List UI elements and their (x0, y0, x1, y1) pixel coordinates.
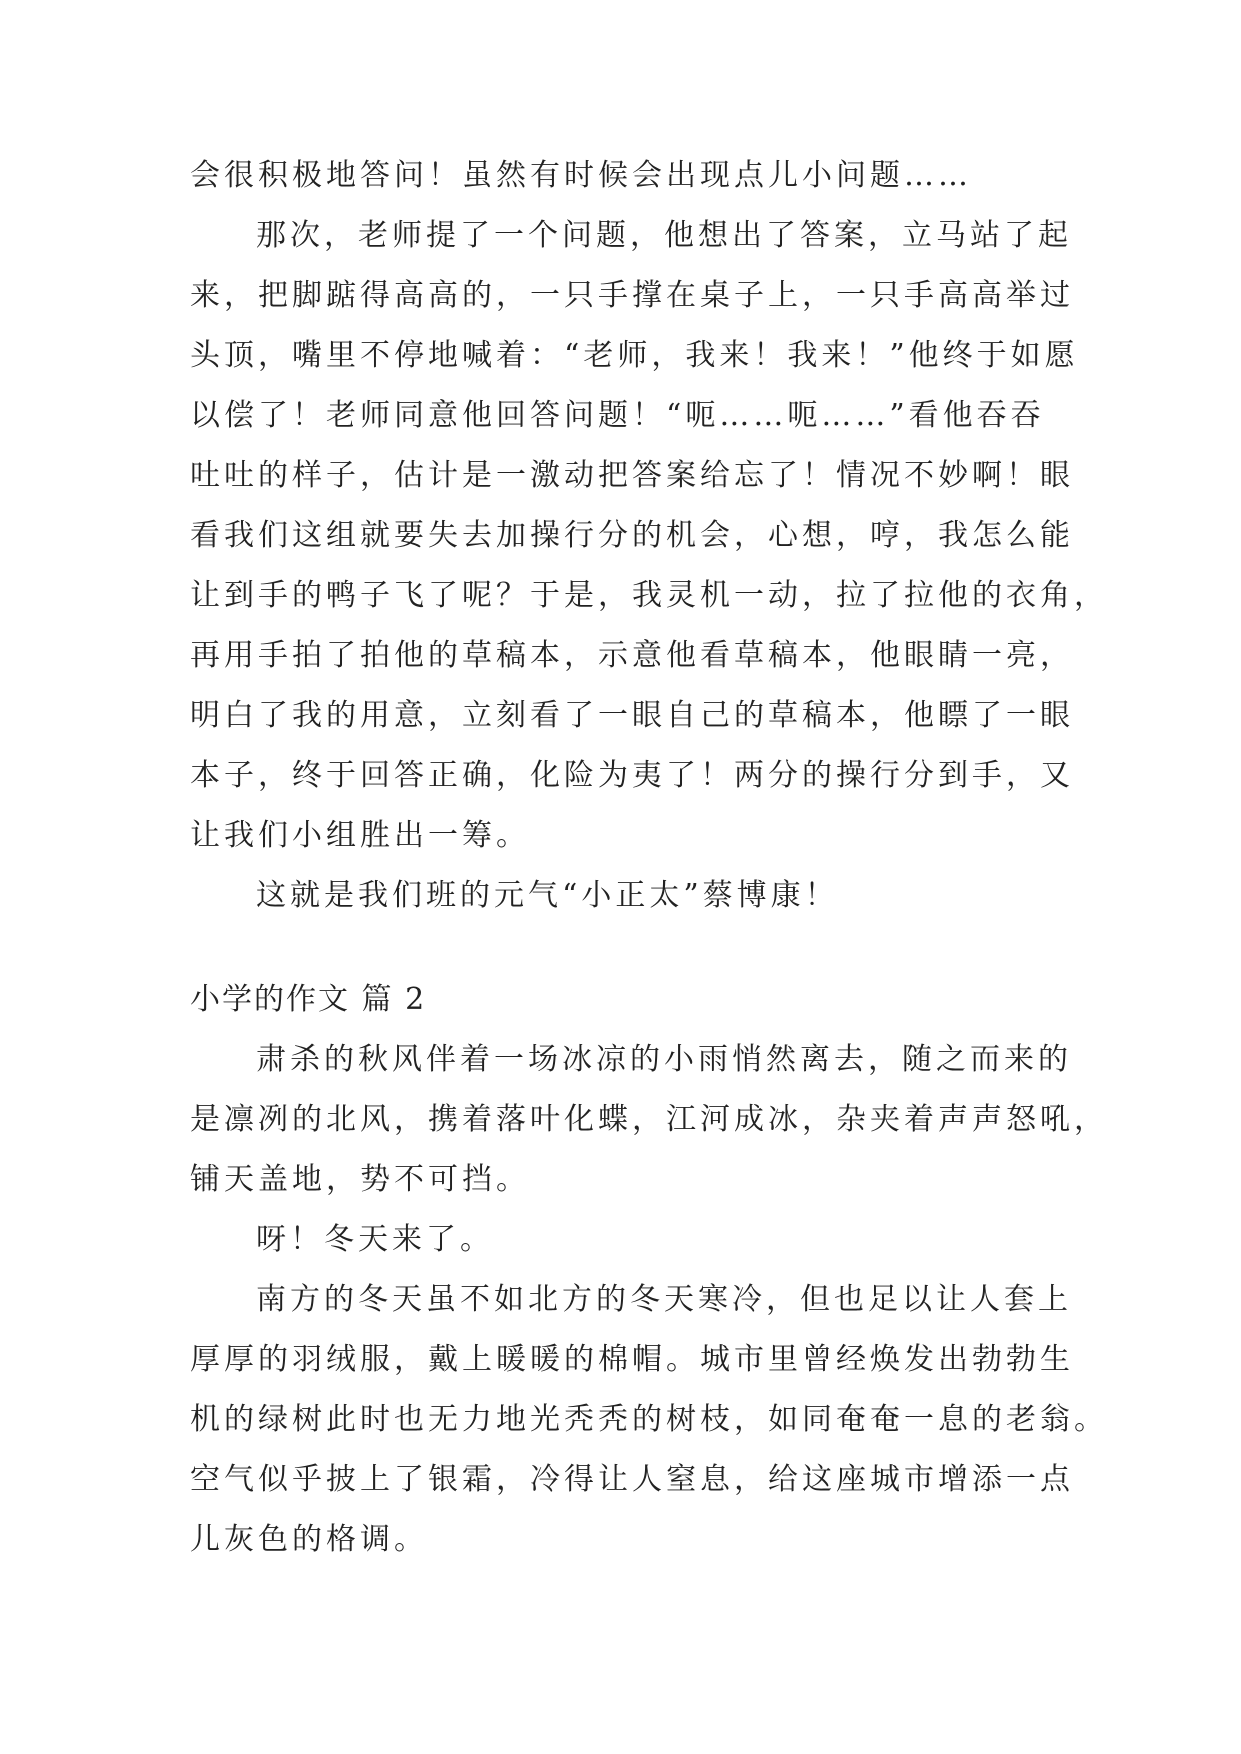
paragraph-line: 会很积极地答问！虽然有时候会出现点儿小问题…… (190, 158, 972, 193)
paragraph-line: 以偿了！老师同意他回答问题！“呃……呃……”看他吞吞 (190, 398, 1045, 433)
paragraph-line: 这就是我们班的元气“小正太”蔡博康！ (256, 878, 839, 913)
paragraph-line: 看我们这组就要失去加操行分的机会，心想，哼，我怎么能 (190, 518, 1074, 553)
paragraph-line: 机的绿树此时也无力地光秃秃的树枝，如同奄奄一息的老翁。 (190, 1402, 1108, 1437)
paragraph-line: 那次，老师提了一个问题，他想出了答案，立马站了起 (256, 218, 1072, 253)
paragraph-line: 铺天盖地，势不可挡。 (190, 1162, 530, 1197)
paragraph-line: 来，把脚踮得高高的，一只手撑在桌子上，一只手高高举过 (190, 278, 1074, 313)
paragraph-line: 厚厚的羽绒服，戴上暖暖的棉帽。城市里曾经焕发出勃勃生 (190, 1342, 1074, 1377)
paragraph-line: 头顶，嘴里不停地喊着：“老师，我来！我来！”他终于如愿 (190, 338, 1079, 373)
paragraph-line: 明白了我的用意，立刻看了一眼自己的草稿本，他瞟了一眼 (190, 698, 1074, 733)
paragraph-line: 本子，终于回答正确，化险为夷了！两分的操行分到手，又 (190, 758, 1074, 793)
paragraph-line: 让到手的鸭子飞了呢？于是，我灵机一动，拉了拉他的衣角， (190, 578, 1108, 613)
section-title: 小学的作文 篇 2 (190, 982, 427, 1017)
paragraph-line: 南方的冬天虽不如北方的冬天寒冷，但也足以让人套上 (256, 1282, 1072, 1317)
section-heading-block (190, 970, 1070, 1030)
paragraph-line: 是凛冽的北风，携着落叶化蝶，江河成冰，杂夹着声声怒吼， (190, 1102, 1108, 1137)
paragraph-line: 儿灰色的格调。 (190, 1522, 428, 1557)
paragraph-line: 让我们小组胜出一筹。 (190, 818, 530, 853)
essay-part-1 (190, 146, 1108, 926)
paragraph-line: 呀！冬天来了。 (256, 1222, 494, 1257)
paragraph-line: 吐吐的样子，估计是一激动把答案给忘了！情况不妙啊！眼 (190, 458, 1074, 493)
essay-part-2 (190, 1030, 1108, 1570)
paragraph-line: 肃杀的秋风伴着一场冰凉的小雨悄然离去，随之而来的 (256, 1042, 1072, 1077)
paragraph-line: 再用手拍了拍他的草稿本，示意他看草稿本，他眼睛一亮， (190, 638, 1074, 673)
paragraph-line: 空气似乎披上了银霜，冷得让人窒息，给这座城市增添一点 (190, 1462, 1074, 1497)
